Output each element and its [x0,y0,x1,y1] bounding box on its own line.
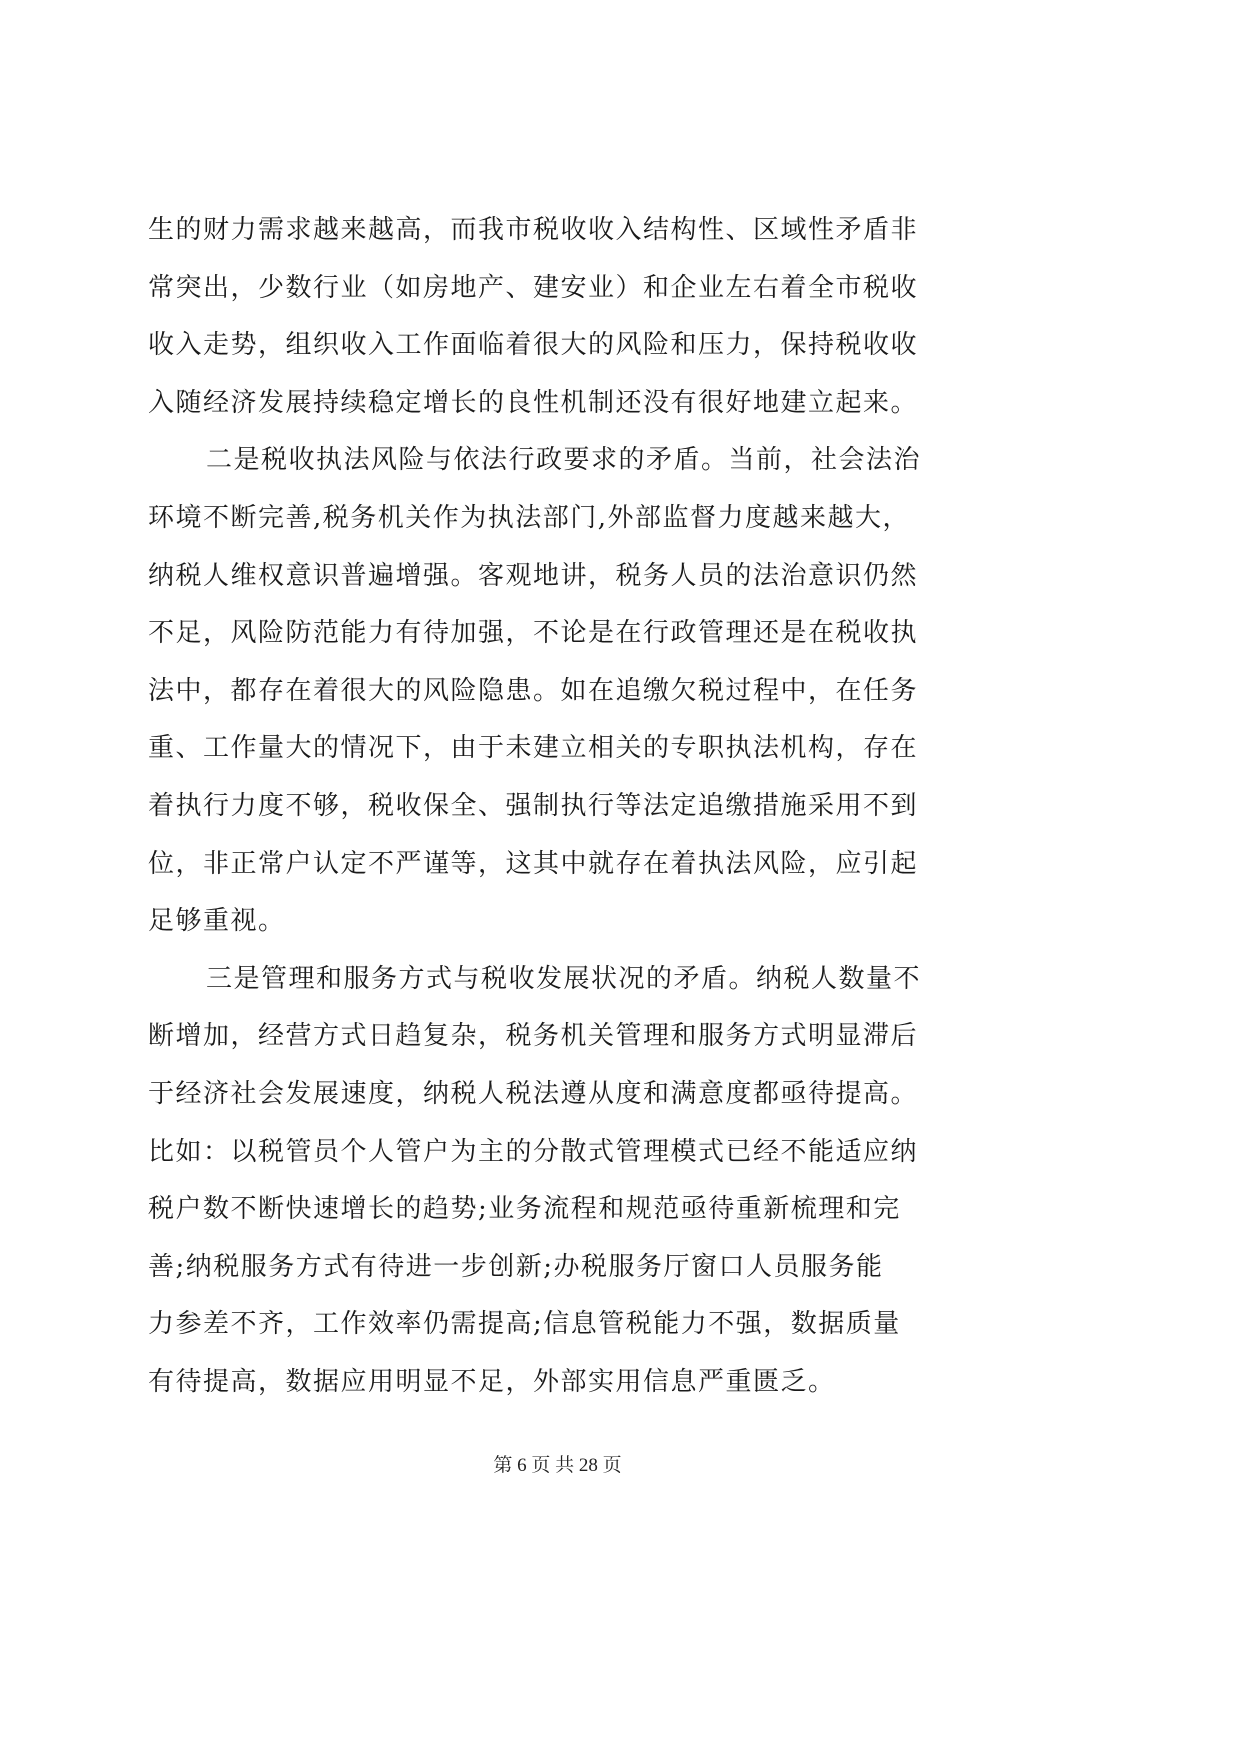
text-line: 足够重视。 [148,906,286,937]
text-line: 于经济社会发展速度，纳税人税法遵从度和满意度都亟待提高。 [148,1078,919,1109]
text-line: 三是管理和服务方式与税收发展状况的矛盾。纳税人数量不 [206,963,922,994]
text-line: 生的财力需求越来越高，而我市税收收入结构性、区域性矛盾非 [148,215,919,245]
text-line: 断增加，经营方式日趋复杂，税务机关管理和服务方式明显滞后 [148,1021,919,1052]
text-line: 纳税人维权意识普遍增强。客观地讲，税务人员的法治意识仍然 [148,560,919,591]
text-line: 着执行力度不够，税收保全、强制执行等法定追缴措施采用不到 [148,790,919,821]
text-line: 重、工作量大的情况下，由于未建立相关的专职执法机构，存在 [148,733,919,764]
text-line: 收入走势，组织收入工作面临着很大的风险和压力，保持税收收 [148,330,919,361]
text-line: 入随经济发展持续稳定增长的良性机制还没有很好地建立起来。 [148,387,919,418]
text-line: 法中，都存在着很大的风险隐患。如在追缴欠税过程中，在任务 [148,675,919,706]
page-number-footer: 第 6 页 共 28 页 [493,1455,622,1476]
text-line: 有待提高，数据应用明显不足，外部实用信息严重匮乏。 [148,1366,836,1397]
paragraph [148,432,998,950]
text-line: 善;纳税服务方式有待进一步创新;办税服务厅窗口人员服务能 [148,1251,884,1282]
text-line: 二是税收执法风险与依法行政要求的矛盾。当前，社会法治 [206,445,922,476]
document-body [148,202,998,1411]
paragraph [148,202,998,432]
text-line: 常突出，少数行业（如房地产、建安业）和企业左右着全市税收 [148,272,919,303]
text-line: 税户数不断快速增长的趋势;业务流程和规范亟待重新梳理和完 [148,1194,901,1225]
paragraph [148,951,998,1412]
text-line: 比如：以税管员个人管户为主的分散式管理模式已经不能适应纳 [148,1136,919,1167]
text-line: 力参差不齐，工作效率仍需提高;信息管税能力不强，数据质量 [148,1309,901,1340]
text-line: 不足，风险防范能力有待加强，不论是在行政管理还是在税收执 [148,618,919,649]
text-line: 位，非正常户认定不严谨等，这其中就存在着执法风险，应引起 [148,848,919,879]
text-line: 环境不断完善,税务机关作为执法部门,外部监督力度越来越大， [148,502,911,533]
